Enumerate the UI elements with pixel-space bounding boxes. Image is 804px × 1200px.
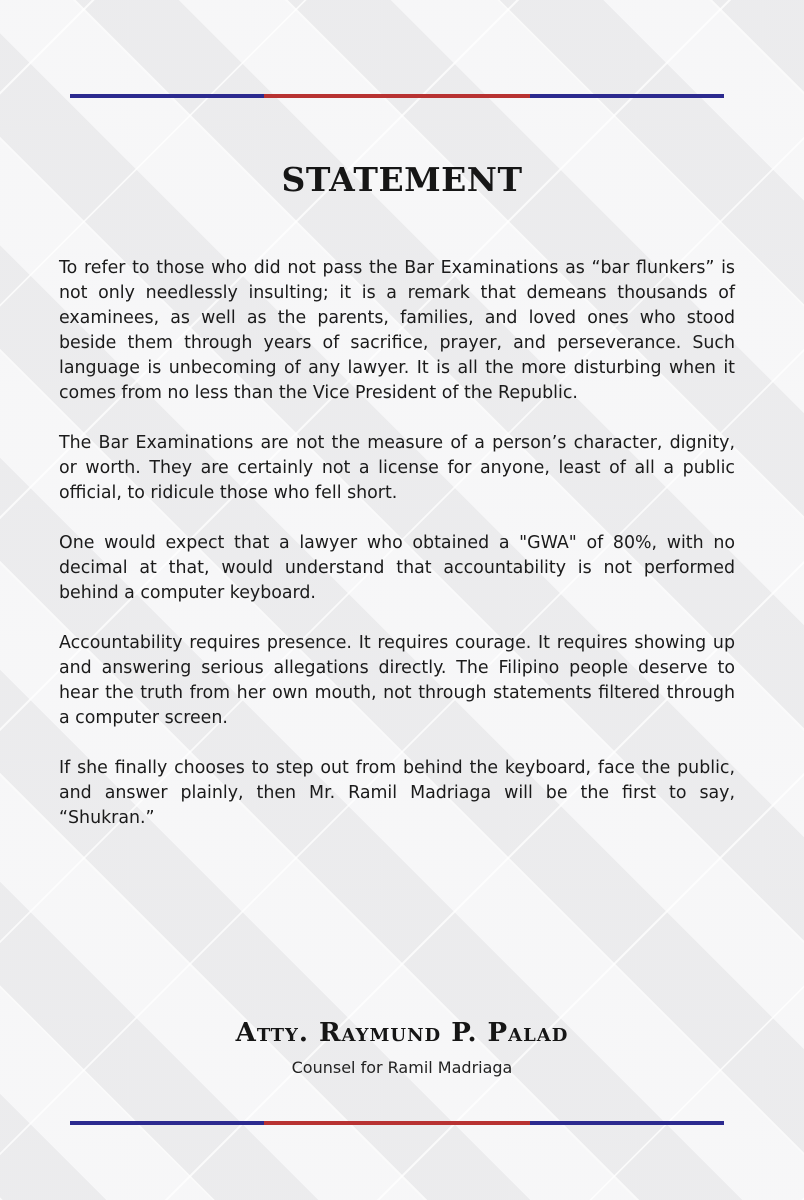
statement-title: STATEMENT	[281, 160, 523, 199]
divider-segment-red	[264, 94, 530, 98]
statement-paragraph-4: Accountability requires presence. It requires courage. It requires showing up and answering serious allegations directly. The Filipino people deserve to hear the truth from her own mouth, not through statements filtered through a computer screen.	[59, 633, 735, 728]
signatory-name: Atty. Raymund P. Palad	[235, 1018, 569, 1048]
statement-paragraph-3: One would expect that a lawyer who obtained a "GWA" of 80%, with no decimal at that, would understand that accountability is not performed behind a computer keyboard.	[59, 533, 735, 603]
divider-segment-blue	[70, 1121, 264, 1125]
divider-segment-blue	[530, 94, 724, 98]
divider-segment-red	[264, 1121, 530, 1125]
top-divider-rule	[70, 94, 724, 98]
statement-paragraph-5: If she finally chooses to step out from behind the keyboard, face the public, and answer plainly, then Mr. Ramil Madriaga will be the first to say, “Shukran.”	[59, 758, 735, 828]
bottom-divider-rule	[70, 1121, 724, 1125]
divider-segment-blue	[70, 94, 264, 98]
statement-paragraph-1: To refer to those who did not pass the Bar Examinations as “bar flunkers” is not only needlessly insulting; it is a remark that demeans thousands of examinees, as well as the parents, families, and loved ones who stood beside them through years of sacrifice, prayer, and perseverance. Such language is unbecoming of any lawyer. It is all the more disturbing when it comes from no less than the Vice President of the Republic.	[59, 258, 735, 403]
statement-paragraph-2: The Bar Examinations are not the measure of a person’s character, dignity, or worth. They are certainly not a license for anyone, least of all a public official, to ridicule those who fell short.	[59, 433, 735, 503]
signature-block	[0, 1018, 804, 1077]
signatory-role: Counsel for Ramil Madriaga	[291, 1058, 513, 1077]
statement-body	[59, 256, 735, 856]
divider-segment-blue	[530, 1121, 724, 1125]
